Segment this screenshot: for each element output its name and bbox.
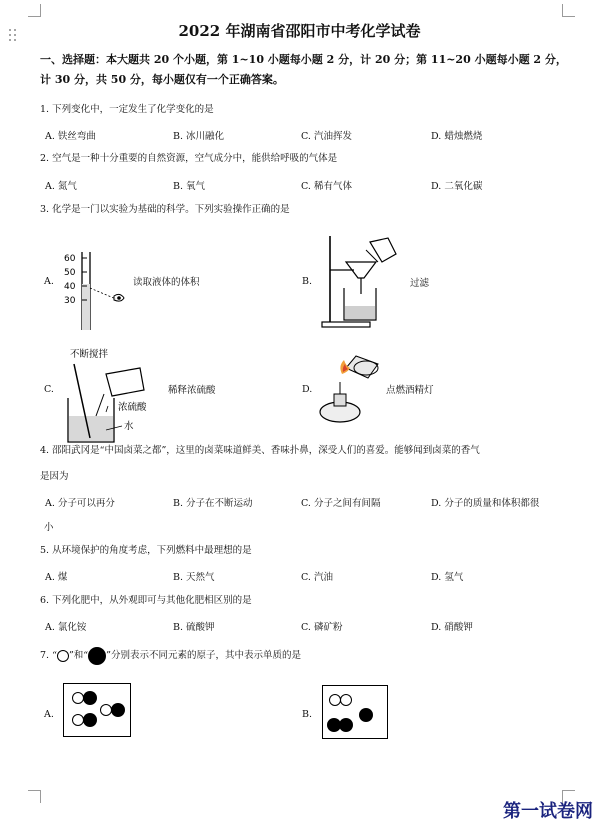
figure-alcohol-lamp bbox=[316, 352, 386, 426]
q4-option-d: D. 分子的质量和体积都很 bbox=[431, 498, 540, 509]
figure-read-cylinder bbox=[56, 244, 216, 334]
q1-option-b: B. 冰川融化 bbox=[173, 131, 225, 142]
q5-option-c: C. 汽油 bbox=[301, 572, 333, 583]
q5-option-b: B. 天然气 bbox=[173, 572, 215, 583]
cylinder-tick-50: 50 bbox=[64, 268, 76, 278]
q7-a-molecule-box bbox=[63, 683, 131, 737]
q6-option-b: B. 硫酸钾 bbox=[173, 622, 215, 633]
black-atom-icon bbox=[339, 718, 353, 732]
q4-option-a: A. 分子可以再分 bbox=[45, 498, 115, 509]
cylinder-tick-30: 30 bbox=[64, 296, 76, 306]
q2-option-c: C. 稀有气体 bbox=[301, 181, 352, 192]
figure-dilute-acid bbox=[60, 346, 160, 456]
question-3-stem: 3. 化学是一门以实验为基础的科学。下列实验操作正确的是 bbox=[40, 204, 290, 215]
q2-option-a: A. 氮气 bbox=[45, 181, 77, 192]
q3-option-b: B. bbox=[302, 276, 313, 287]
q6-option-a: A. 氯化铵 bbox=[45, 622, 87, 633]
q3-option-a: A. bbox=[44, 276, 54, 287]
black-atom-icon bbox=[83, 713, 97, 727]
question-7-stem bbox=[40, 647, 301, 665]
q1-option-a: A. 铁丝弯曲 bbox=[45, 131, 96, 142]
q7-stem-mid: ”和“ bbox=[68, 650, 89, 661]
q5-option-d: D. 氢气 bbox=[431, 572, 464, 583]
q3-option-d: D. bbox=[302, 384, 313, 395]
q1-option-d: D. 蜡烛燃烧 bbox=[431, 131, 483, 142]
q5-option-a: A. 煤 bbox=[45, 572, 68, 583]
q4-option-d-wrap: 小 bbox=[44, 522, 54, 533]
q6-option-d: D. 硝酸钾 bbox=[431, 622, 473, 633]
c-stir-label: 不断搅拌 bbox=[70, 349, 109, 360]
corner-mark-top-right bbox=[562, 4, 575, 17]
q7-option-b: B. bbox=[302, 709, 313, 720]
white-atom-icon bbox=[340, 694, 352, 706]
q4-option-c: C. 分子之间有间隔 bbox=[301, 498, 381, 509]
cylinder-tick-40: 40 bbox=[64, 282, 76, 292]
q3-c-caption: 稀释浓硫酸 bbox=[168, 385, 216, 396]
q7-stem-pre: 7. “ bbox=[40, 650, 57, 661]
black-atom-icon bbox=[83, 691, 97, 705]
question-4-stem: 4. 邵阳武冈是“中国卤菜之都”，这里的卤菜味道鲜美、香味扑鼻，深受人们的喜爱。能够闻到卤菜的香气 bbox=[40, 445, 480, 456]
q3-d-caption: 点燃酒精灯 bbox=[386, 385, 434, 396]
black-atom-icon bbox=[88, 647, 106, 665]
watermark-logo: 第一试卷网 bbox=[503, 801, 593, 822]
black-atom-icon bbox=[359, 708, 373, 722]
q3-option-c: C. bbox=[44, 384, 54, 395]
page-title: 2022 年湖南省邵阳市中考化学试卷 bbox=[178, 22, 421, 40]
cylinder-tick-60: 60 bbox=[64, 254, 76, 264]
question-6-stem: 6. 下列化肥中，从外观即可与其他化肥相区别的是 bbox=[40, 595, 252, 606]
c-water-label: 水 bbox=[124, 421, 134, 432]
q7-option-a: A. bbox=[44, 709, 54, 720]
black-atom-icon bbox=[111, 703, 125, 717]
section-instructions: 一、选择题：本大题共 20 个小题，第 1~10 小题每小题 2 分，计 20 分；第 11~20 小题每小题 2 分，计 30 分，共 50 分，每小题仅有一个正确答案。 bbox=[40, 53, 567, 86]
q2-option-b: B. 氧气 bbox=[173, 181, 206, 192]
question-2-stem: 2. 空气是一种十分重要的自然资源，空气成分中，能供给呼吸的气体是 bbox=[40, 153, 338, 164]
corner-mark-bottom-left bbox=[28, 790, 41, 803]
question-4-stem-cont: 是因为 bbox=[40, 471, 69, 482]
q2-option-d: D. 二氧化碳 bbox=[431, 181, 483, 192]
q1-option-c: C. 汽油挥发 bbox=[301, 131, 352, 142]
q4-option-b: B. 分子在不断运动 bbox=[173, 498, 253, 509]
q3-b-caption: 过滤 bbox=[410, 278, 430, 289]
figure-filtration bbox=[318, 232, 408, 330]
question-5-stem: 5. 从环境保护的角度考虑，下列燃料中最理想的是 bbox=[40, 545, 252, 556]
white-atom-icon bbox=[57, 650, 69, 662]
q7-stem-post: ”分别表示不同元素的原子，其中表示单质的是 bbox=[106, 650, 302, 661]
c-acid-label: 浓硫酸 bbox=[118, 402, 147, 413]
q7-b-molecule-box bbox=[322, 685, 388, 739]
question-1-stem: 1. 下列变化中，一定发生了化学变化的是 bbox=[40, 104, 214, 115]
q3-a-caption: 读取液体的体积 bbox=[133, 277, 200, 288]
q6-option-c: C. 磷矿粉 bbox=[301, 622, 343, 633]
corner-mark-top-left bbox=[28, 4, 41, 17]
